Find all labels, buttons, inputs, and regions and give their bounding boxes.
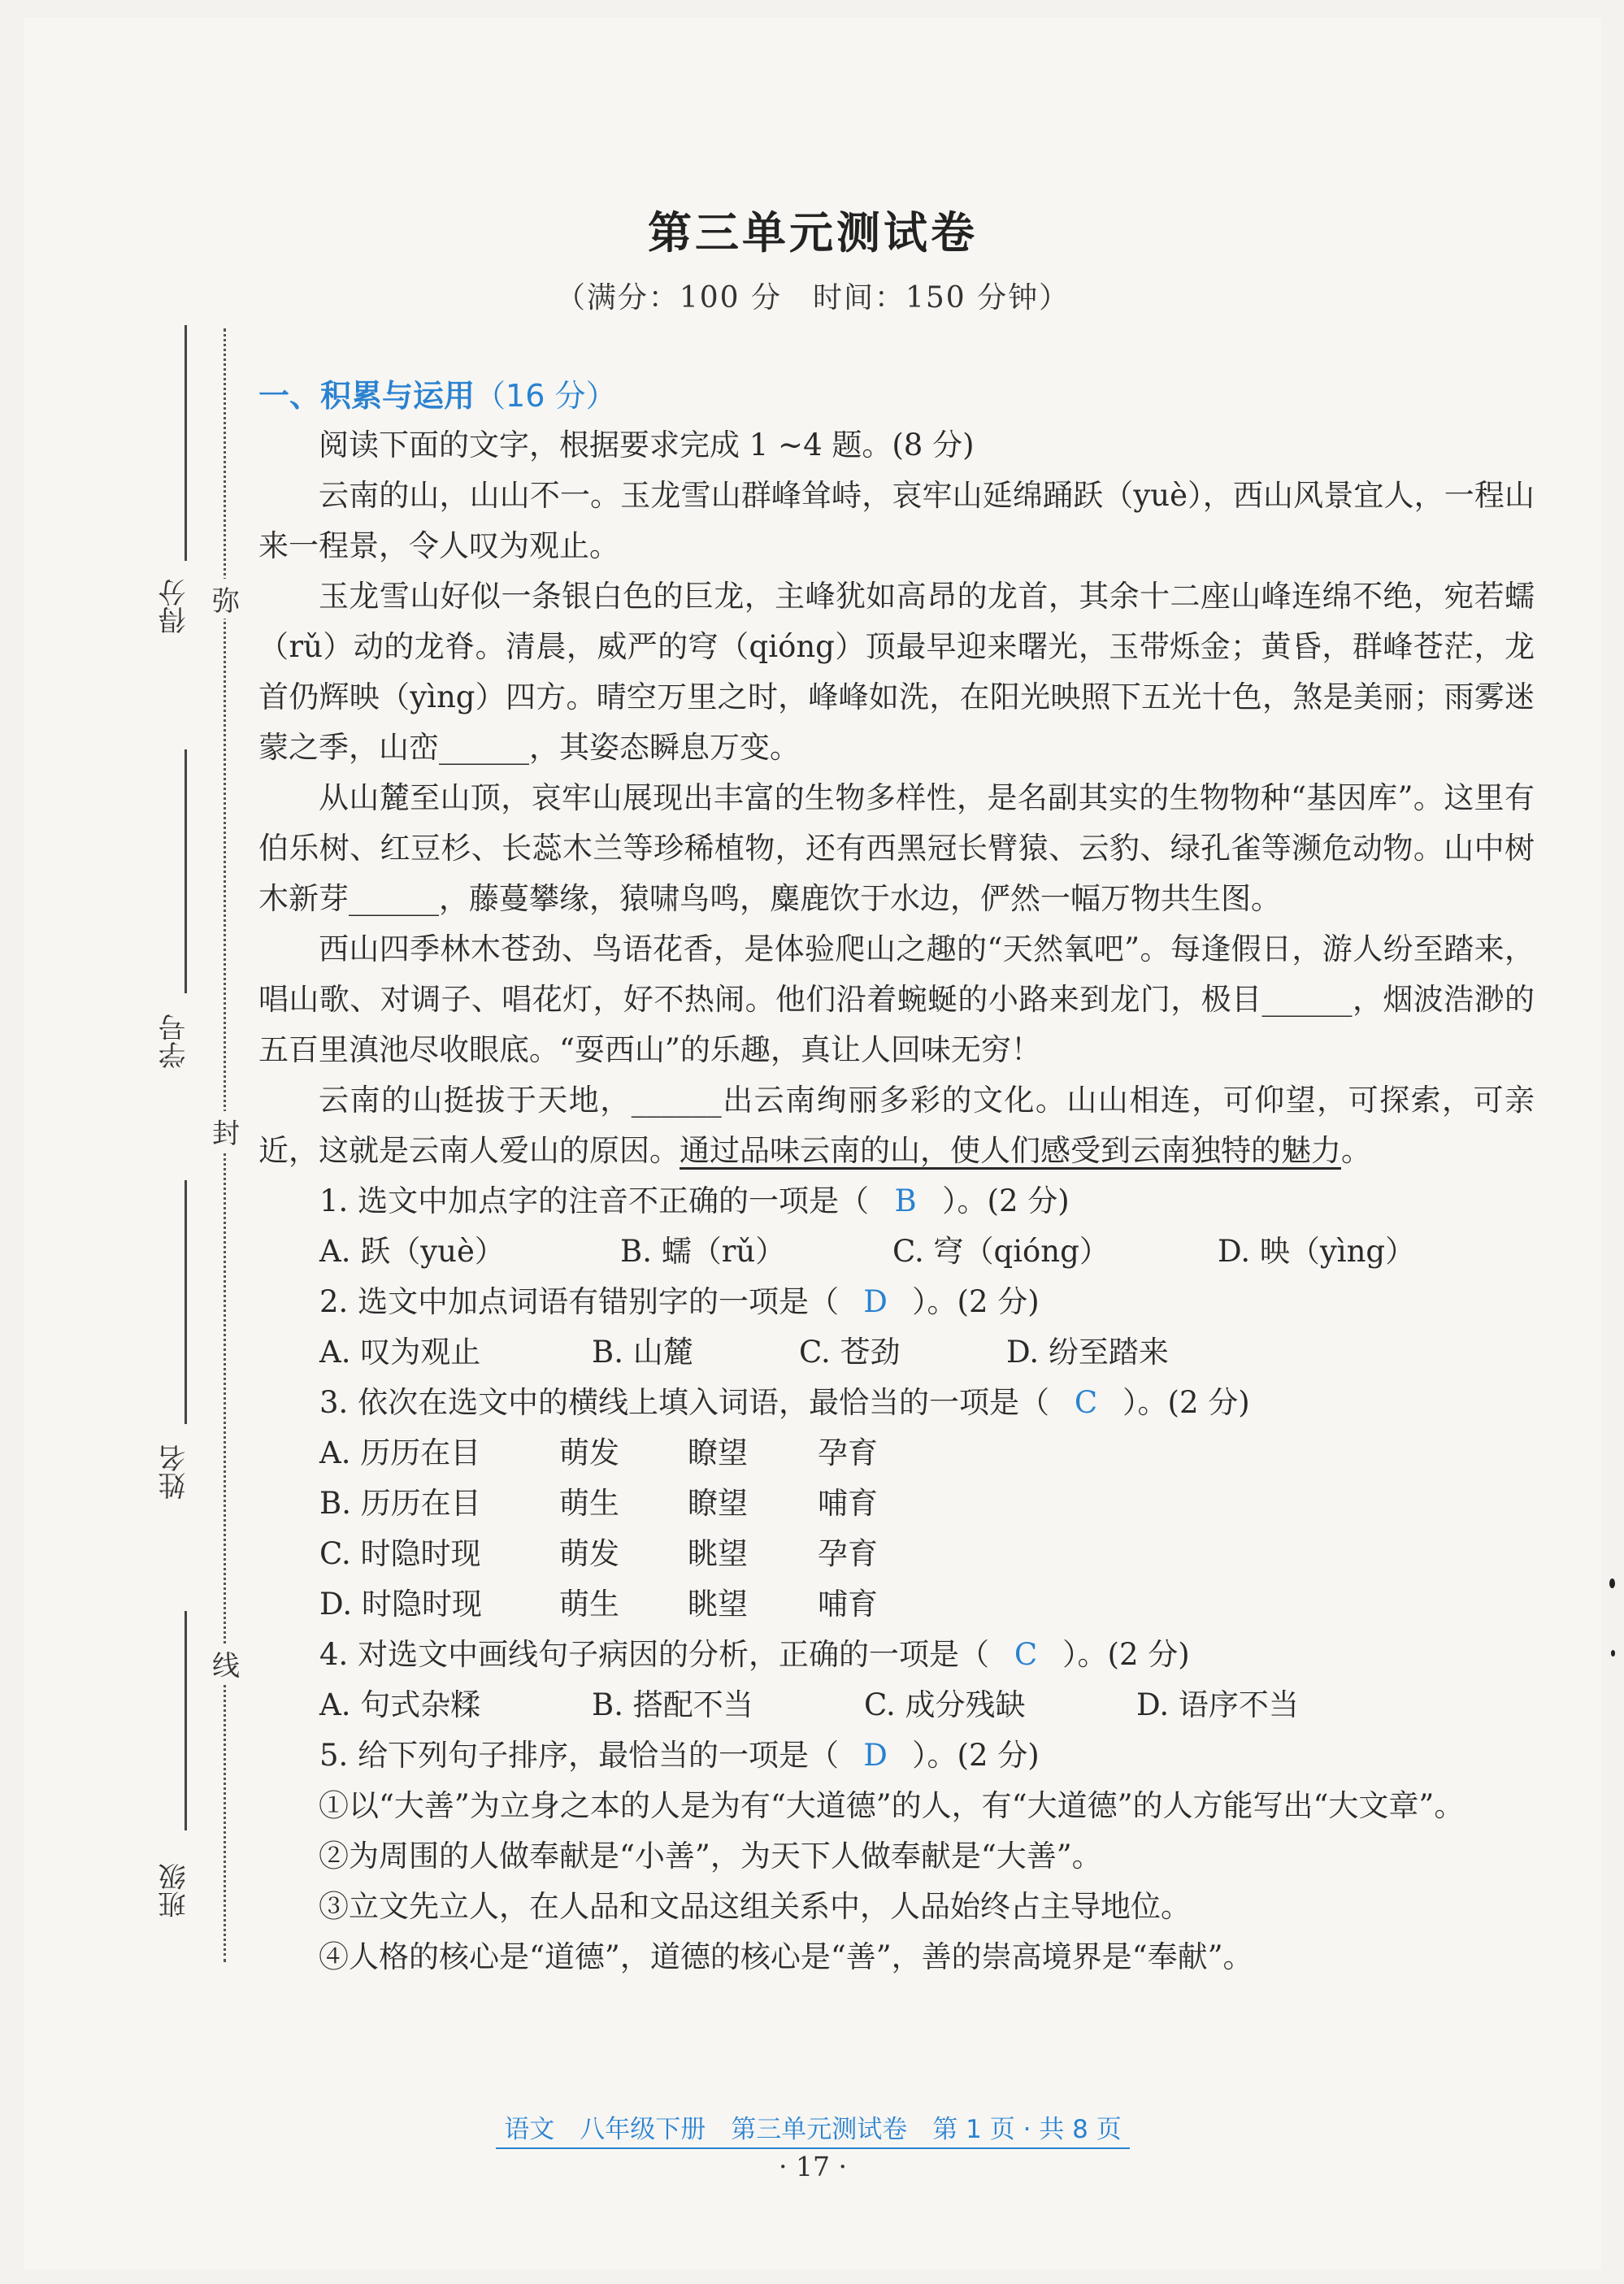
answer-3: C [1074,1385,1098,1420]
answer-5: D [863,1738,888,1773]
question-4-options [234,1680,1535,1730]
question-tail: ）。(2 分) [942,1183,1070,1218]
question-tail: ）。(2 分) [912,1284,1040,1319]
option-d: D. 纷至踏来 [1006,1335,1169,1370]
option-c: C. 成分残缺 [864,1687,1026,1722]
question-3 [234,1378,1535,1428]
scan-speck [1611,1650,1615,1657]
page-number: · 17 · [779,2151,847,2182]
question-2-options [234,1327,1535,1378]
option-word: 孕育 [818,1536,878,1571]
sentence-1: ①以“大善”为立身之本的人是为有“大道德”的人，有“大道德”的人方能写出“大文章”。 [319,1788,1465,1823]
passage-paragraph-last [234,1075,1535,1176]
option-label: D. 时隐时现 [319,1587,482,1622]
question-3-row-b [234,1479,1535,1529]
question-1 [234,1176,1535,1227]
option-label: C. 时隐时现 [319,1536,481,1571]
seal-mark-xian: 线 [211,1644,241,1683]
option-word: 瞭望 [688,1435,748,1470]
option-word: 萌发 [559,1435,619,1470]
question-tail: ）。(2 分) [1122,1385,1250,1420]
question-tail: ）。(2 分) [1062,1637,1190,1672]
option-a: A. 句式杂糅 [319,1687,481,1722]
section-name: 一、积累与运用 [258,378,475,414]
option-word: 眺望 [688,1536,748,1571]
option-d: D. 映（yìng） [1218,1234,1416,1269]
binding-line-2 [185,749,187,993]
sentence-2: ②为周围的人做奉献是“小善”，为天下人做奉献是“大善”。 [319,1839,1102,1874]
sentence-3: ③立文先立人，在人品和文品这组关系中，人品始终占主导地位。 [319,1889,1191,1924]
question-1-options [234,1227,1535,1277]
option-b: B. 搭配不当 [592,1687,753,1722]
option-label: B. 历历在目 [319,1486,481,1521]
option-d: D. 语序不当 [1136,1687,1299,1722]
scan-speck [1609,1578,1615,1588]
question-4 [234,1630,1535,1680]
option-word: 萌生 [559,1486,619,1521]
page-title: 第三单元测试卷 [648,207,978,258]
student-id-label: 学号 [158,1014,191,1069]
underlined-sentence: 通过品味云南的山，使人们感受到云南独特的魅力 [680,1133,1341,1168]
answer-2: D [863,1284,888,1319]
binding-line-1 [185,325,187,561]
option-word: 萌生 [559,1587,619,1622]
answer-4: C [1014,1637,1038,1672]
exam-page [24,18,1601,2269]
answer-1: B [894,1183,917,1218]
option-word: 萌发 [559,1536,619,1571]
option-word: 眺望 [688,1587,748,1622]
question-2 [234,1277,1535,1327]
option-word: 哺育 [818,1486,878,1521]
sentence-4: ④人格的核心是“道德”，道德的核心是“善”，善的崇高境界是“奉献”。 [319,1939,1253,1974]
footer-text: 语文 八年级下册 第三单元测试卷 第 1 页 · 共 8 页 [496,2115,1129,2149]
reading-intro: 阅读下面的文字，根据要求完成 1 ~4 题。(8 分) [319,428,975,462]
option-b: B. 蠕（rǔ） [620,1234,786,1269]
option-word: 瞭望 [688,1486,748,1521]
question-3-row-a [234,1428,1535,1479]
question-stem: 1. 选文中加点字的注音不正确的一项是（ [319,1183,870,1218]
passage-paragraph: 从山麓至山顶，哀牢山展现出丰富的生物多样性，是名副其实的生物物种“基因库”。这里有伯乐树、红豆杉、长蕊木兰等珍稀植物，还有西黑冠长臂猿、云豹、绿孔雀等濒危动物。山中树木新芽______，藤蔓攀缘，猿啸鸟鸣，麋鹿饮于水边，俨然一幅万物共生图。 [258,780,1535,916]
last-para-end: 。 [1341,1133,1371,1168]
option-c: C. 穹（qióng） [892,1234,1109,1269]
passage-paragraph: 云南的山，山山不一。玉龙雪山群峰耸峙，哀牢山延绵踊跃（yuè），西山风景宜人，一程山来一程景，令人叹为观止。 [258,478,1535,563]
option-word: 哺育 [818,1587,878,1622]
section-points: （16 分） [475,378,617,414]
passage-paragraph: 玉龙雪山好似一条银白色的巨龙，主峰犹如高昂的龙首，其余十二座山峰连绵不绝，宛若蠕（rǔ）动的龙脊。清晨，威严的穹（qióng）顶最早迎来曙光，玉带烁金；黄昏，群峰苍茫，龙首仍辉映（yìng）四方。晴空万里之时，峰峰如洗，在阳光映照下五光十色，煞是美丽；雨雾迷蒙之季，山峦______，其姿态瞬息万变。 [258,579,1535,765]
page-footer [24,2108,1601,2145]
name-label: 姓名 [158,1444,191,1500]
binding-line-4 [185,1611,187,1830]
question-stem: 5. 给下列句子排序，最恰当的一项是（ [319,1738,840,1773]
score-label: 得分 [158,579,191,634]
passage-paragraph: 西山四季林木苍劲、鸟语花香，是体验爬山之趣的“天然氧吧”。每逢假日，游人纷至踏来，唱山歌、对调子、唱花灯，好不热闹。他们沿着蜿蜒的小路来到龙门，极目______，烟波浩渺的五百里滇池尽收眼底。“耍西山”的乐趣，真让人回味无穷！ [258,931,1535,1067]
seal-mark-mi: 弥 [211,579,241,619]
question-stem: 4. 对选文中画线句子病因的分析，正确的一项是（ [319,1637,990,1672]
option-b: B. 山麓 [592,1335,693,1370]
question-3-row-c [234,1529,1535,1579]
class-label: 班级 [158,1863,191,1918]
question-stem: 2. 选文中加点词语有错别字的一项是（ [319,1284,840,1319]
option-label: A. 历历在目 [319,1435,481,1470]
question-3-row-d [234,1579,1535,1630]
seal-mark-feng: 封 [211,1111,241,1151]
option-c: C. 苍劲 [799,1335,901,1370]
option-a: A. 跃（yuè） [319,1234,505,1269]
section-heading [258,371,1535,420]
exam-info: （满分：100 分 时间：150 分钟） [555,281,1070,315]
binding-line-3 [185,1180,187,1424]
question-5 [234,1730,1535,1781]
last-para-text: 云南的山挺拔于天地，______出云南绚丽多彩的文化。山山相连，可仰望，可探索，可亲近，这就是云南人爱山的原因。 [258,1083,1535,1168]
question-tail: ）。(2 分) [912,1738,1040,1773]
question-stem: 3. 依次在选文中的横线上填入词语，最恰当的一项是（ [319,1385,1050,1420]
option-word: 孕育 [818,1435,878,1470]
exam-content [234,371,1535,1982]
option-a: A. 叹为观止 [319,1335,481,1370]
